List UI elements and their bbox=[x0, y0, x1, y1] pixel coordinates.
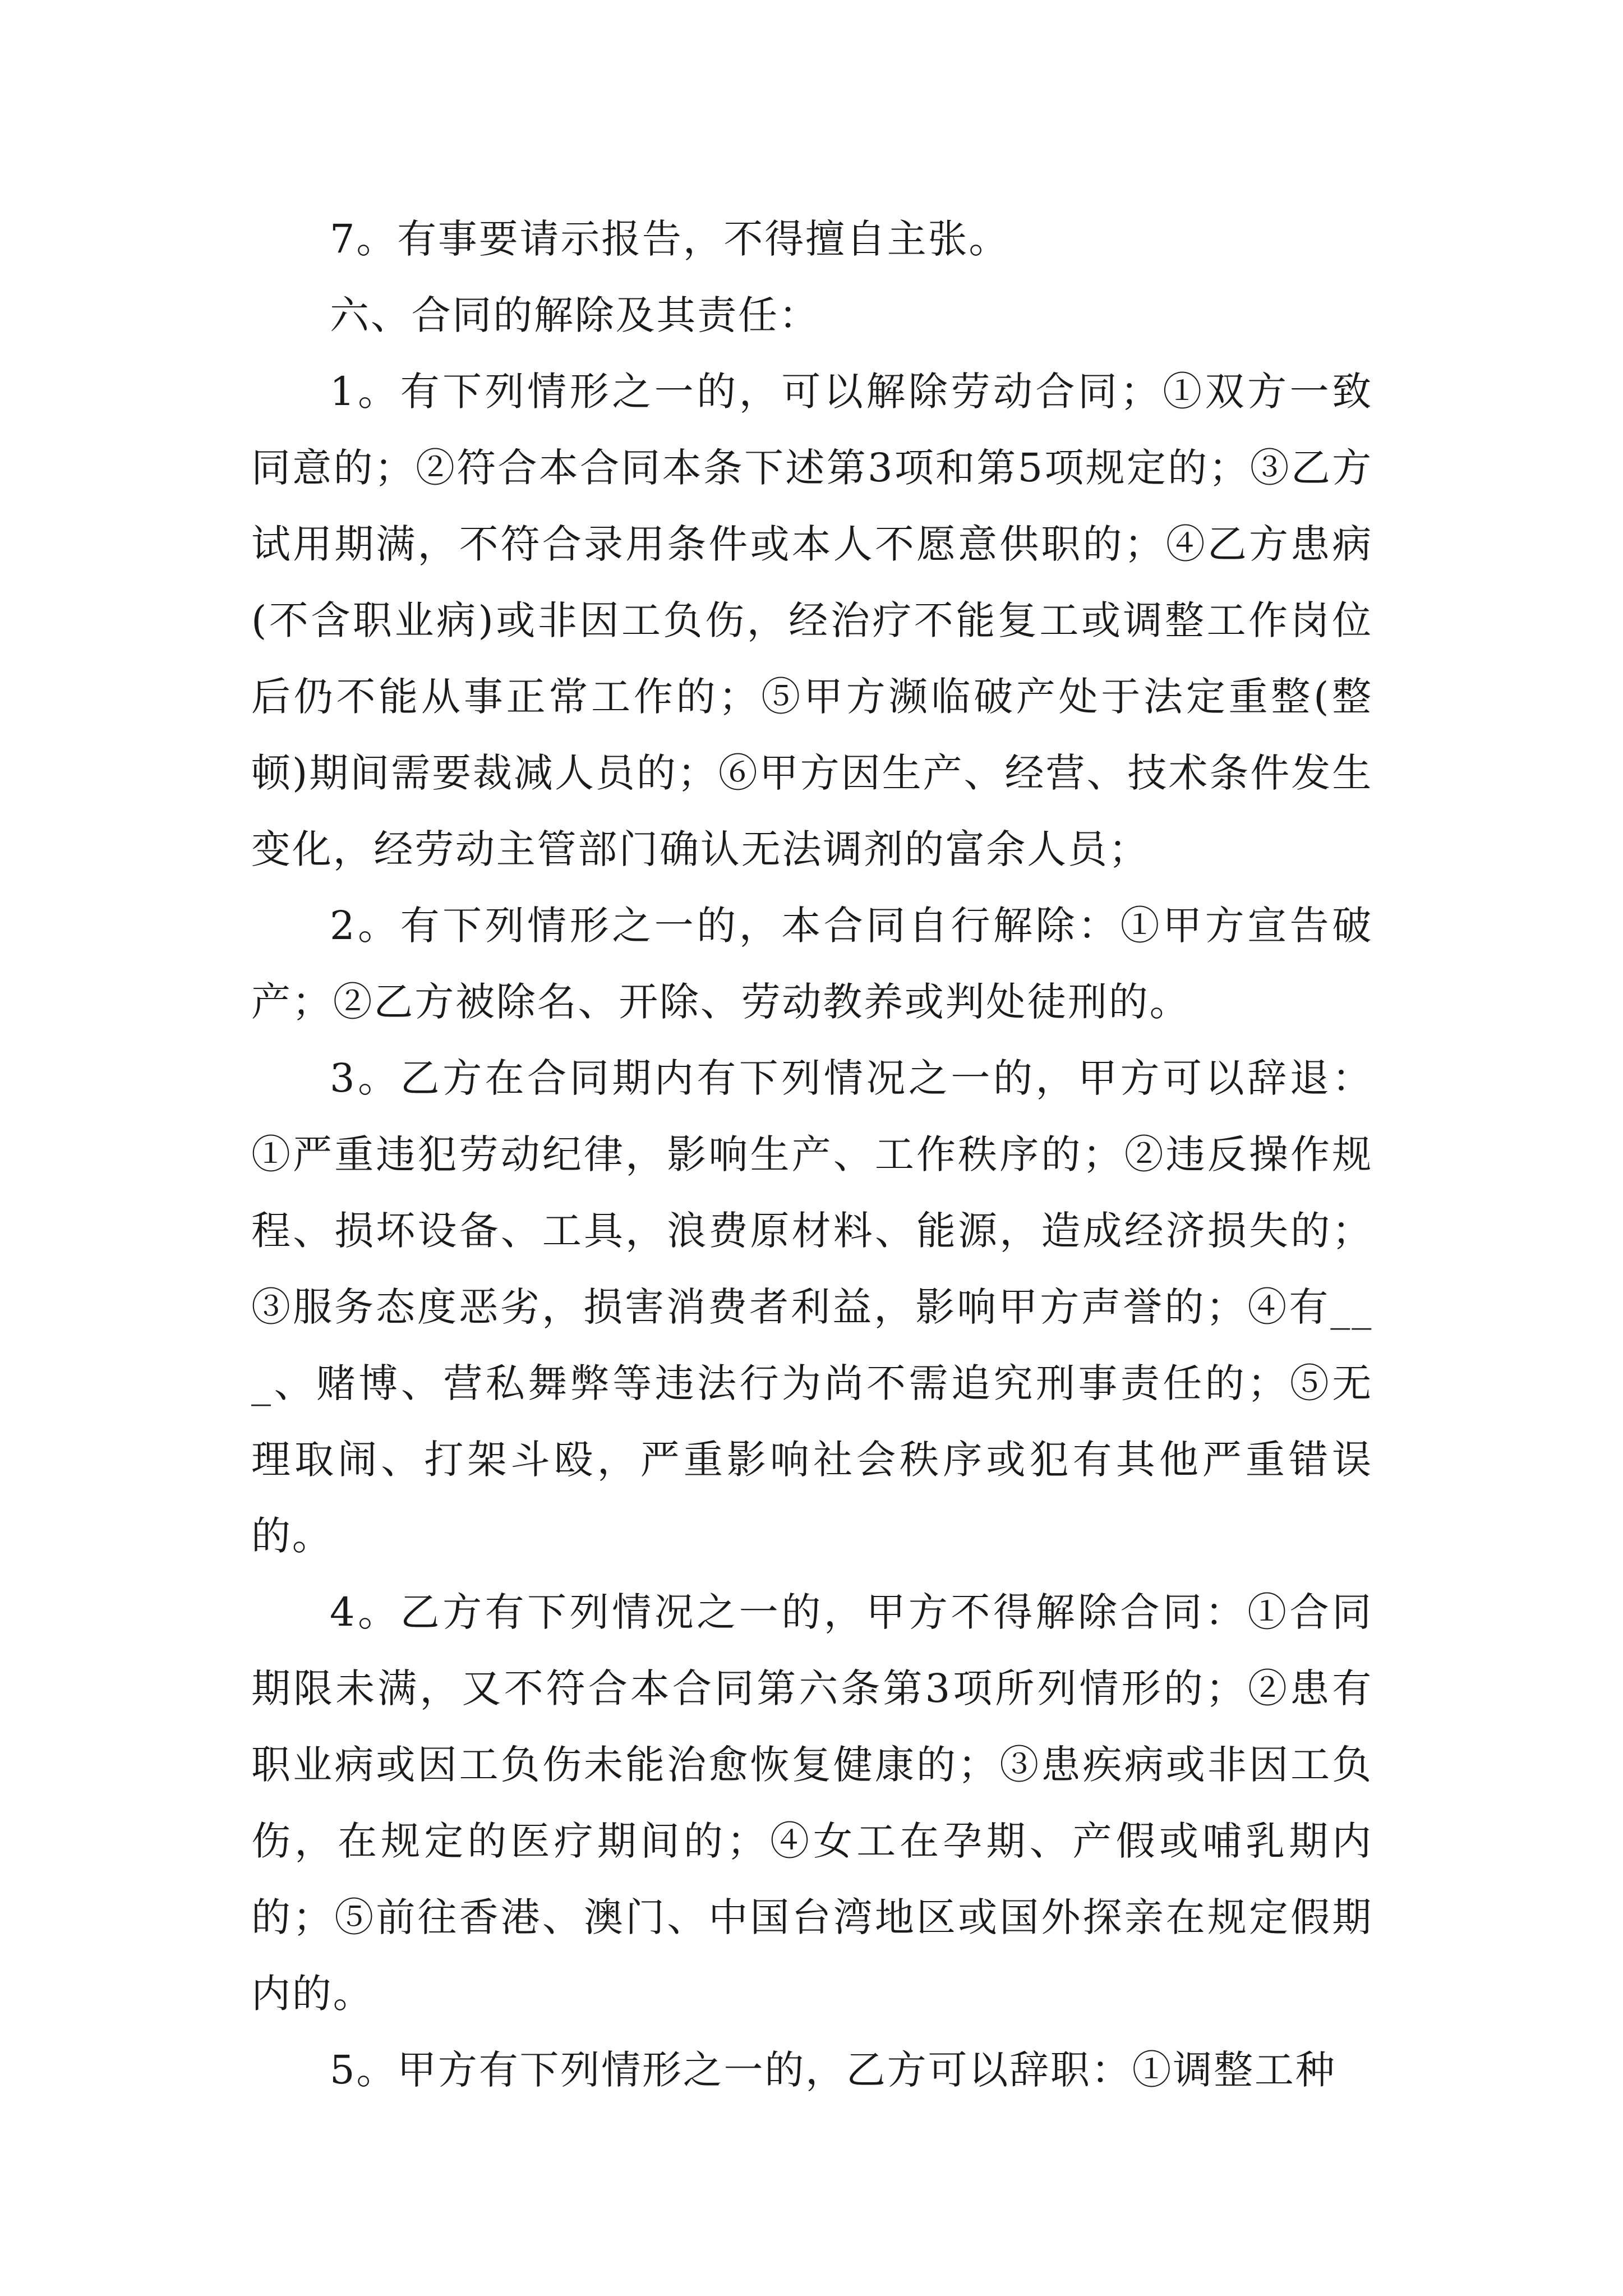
paragraph: 3。乙方在合同期内有下列情况之一的，甲方可以辞退：①严重违犯劳动纪律，影响生产、工作秩序的；②违反操作规程、损坏设备、工具，浪费原材料、能源，造成经济损失的；③服务态度恶劣，损害消费者利益，影响甲方声誉的；④有___、赌博、营私舞弊等违法行为尚不需追究刑事责任的；⑤无理取闹、打架斗殴，严重影响社会秩序或犯有其他严重错误的。 bbox=[251, 1055, 1373, 1559]
section-heading: 六、合同的解除及其责任： bbox=[330, 292, 820, 338]
paragraph: 5。甲方有下列情形之一的，乙方可以辞职：①调整工种 bbox=[330, 2047, 1336, 2093]
paragraph: 2。有下列情形之一的，本合同自行解除：①甲方宣告破产；②乙方被除名、开除、劳动教养或判处徒刑的。 bbox=[251, 903, 1373, 1025]
paragraph: 4。乙方有下列情况之一的，甲方不得解除合同：①合同期限未满，又不符合本合同第六条第3项所列情形的；②患有职业病或因工负伤未能治愈恢复健康的；③患疾病或非因工负伤，在规定的医疗期间的；④女工在孕期、产假或哺乳期内的；⑤前往香港、澳门、中国台湾地区或国外探亲在规定假期内的。 bbox=[251, 1589, 1373, 2017]
paragraph: 1。有下列情形之一的，可以解除劳动合同；①双方一致同意的；②符合本合同本条下述第3项和第5项规定的；③乙方试用期满，不符合录用条件或本人不愿意供职的；④乙方患病(不含职业病)或非因工负伤，经治疗不能复工或调整工作岗位后仍不能从事正常工作的；⑤甲方濒临破产处于法定重整(整顿)期间需要裁减人员的；⑥甲方因生产、经营、技术条件发生变化，经劳动主管部门确认无法调剂的富余人员； bbox=[251, 369, 1373, 872]
document-body bbox=[251, 201, 1373, 2108]
paragraph: 7。有事要请示报告，不得擅自主张。 bbox=[330, 216, 1010, 262]
